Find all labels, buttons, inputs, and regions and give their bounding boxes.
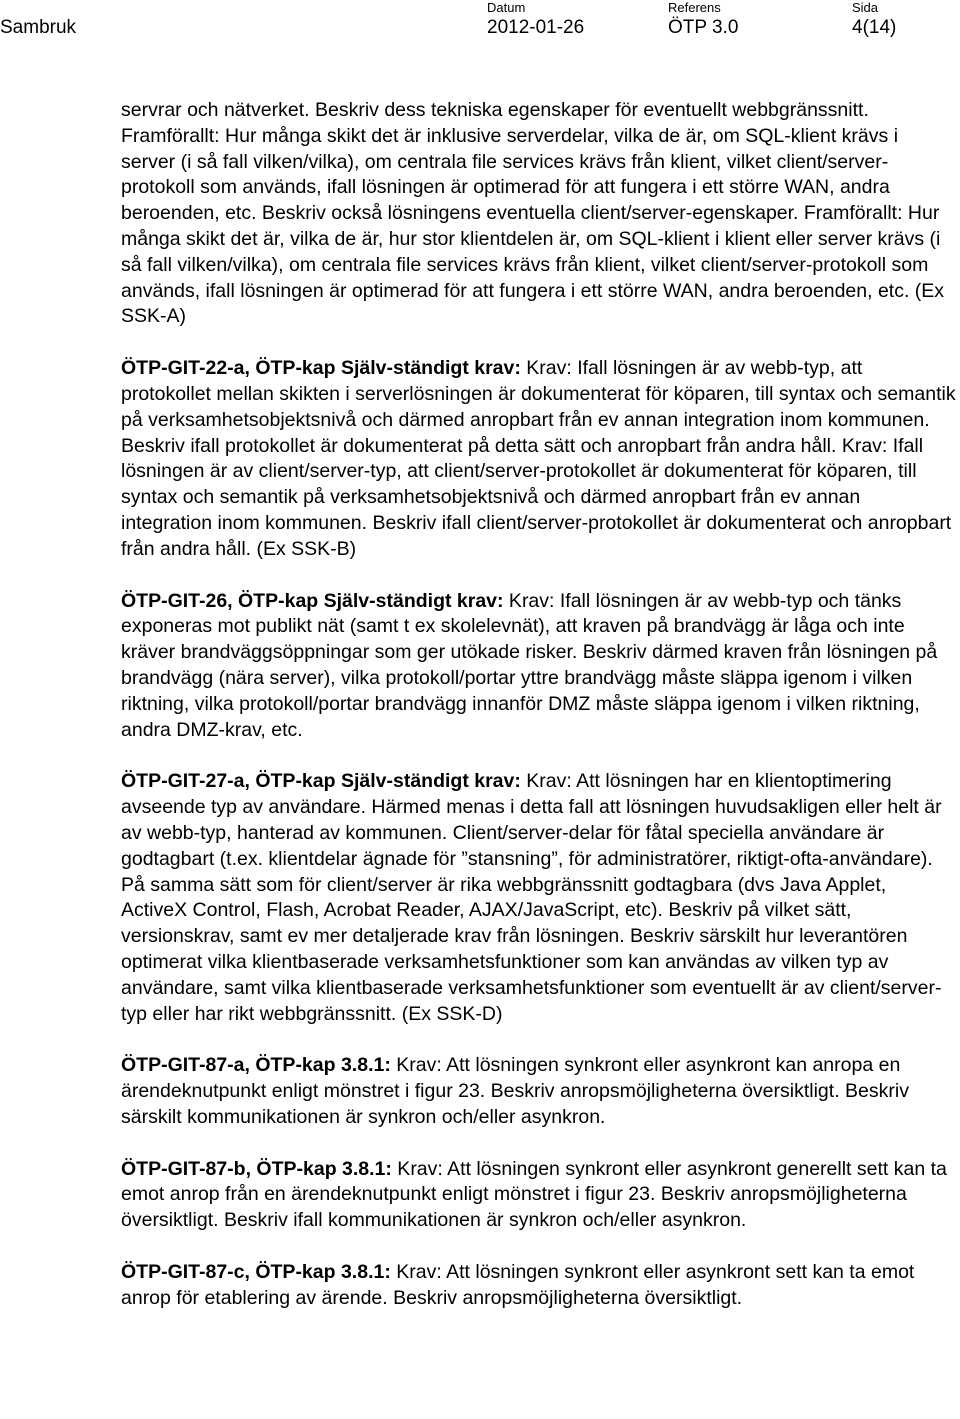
- date-label: Datum: [487, 0, 526, 15]
- page-number-field: [852, 0, 896, 39]
- requirement-git-27-a: [121, 769, 956, 1027]
- requirement-id: ÖTP-GIT-26, ÖTP-kap Själv-ständigt krav:: [121, 589, 504, 612]
- requirement-git-22-a: [121, 356, 956, 562]
- requirement-id: ÖTP-GIT-87-c, ÖTP-kap 3.8.1:: [121, 1261, 391, 1284]
- requirement-git-26: [121, 589, 956, 744]
- requirement-id: ÖTP-GIT-87-a, ÖTP-kap 3.8.1:: [121, 1054, 391, 1077]
- requirement-text: Krav: Att lösningen har en klientoptimering avseende typ av användare. Härmed menas i detta fall att lösningen huvudsakligen eller helt är av webb-typ, hanterad av kommunen. Client/server-delar för fåtal speciella användare är godtagbart (t.ex. klientdelar ägnade för ”stansning”, för administratörer, riktigt-ofta-användare). På samma sätt som för client/server är rika webbgränssnitt godtagbara (dvs Java Applet, ActiveX Control, Flash, Acrobat Reader, AJAX/JavaScript, etc). Beskriv på vilket sätt, versionskrav, samt ev mer detaljerade krav från lösningen. Beskriv särskilt hur leverantören optimerat vilka klientbaserade verksamhetsfunktioner som kan användas av vilken typ av användare, samt vilka klientbaserade verksamhetsfunktioner som eventuellt är av client/server-typ eller har rikt webbgränssnitt. (Ex SSK-D): [121, 770, 942, 1025]
- reference-field: [668, 0, 738, 39]
- organization-name: Sambruk: [0, 17, 77, 38]
- requirement-text: Krav: Att lösningen synkront eller asynkront kan anropa en ärendeknutpunkt enligt mönstret i figur 23. Beskriv anropsmöjligheterna översiktligt. Beskriv särskilt kommunikationen är synkron och/eller asynkron.: [121, 1054, 909, 1128]
- date-value: 2012-01-26: [487, 17, 585, 38]
- document-body: [121, 98, 956, 1312]
- page-label: Sida: [852, 0, 879, 15]
- requirement-id: ÖTP-GIT-22-a, ÖTP-kap Själv-ständigt krav:: [121, 357, 521, 380]
- requirement-text: Krav: Ifall lösningen är av webb-typ och tänks exponeras mot publikt nät (samt t ex skolelevnät), att kraven på brandvägg är låga och inte kräver brandväggsöppningar som ger utökade risker. Beskriv därmed kraven från lösningen på brandvägg (nära server), vilka protokoll/portar yttre brandvägg måste släppa igenom i vilken riktning, vilka protokoll/portar brandvägg innanför DMZ måste släppa igenom i vilken riktning, andra DMZ-krav, etc.: [121, 589, 938, 741]
- requirement-text: Krav: Att lösningen synkront eller asynkront generellt sett kan ta emot anrop från en ärendeknutpunkt enligt mönstret i figur 23. Beskriv anropsmöjligheterna översiktligt. Beskriv ifall kommunikationen är synkron och/eller asynkron.: [121, 1157, 947, 1232]
- requirement-git-87-c: [121, 1260, 956, 1312]
- page-number: 4(14): [852, 17, 897, 38]
- reference-label: Referens: [668, 0, 721, 15]
- date-field: [487, 0, 584, 39]
- requirement-id: ÖTP-GIT-27-a, ÖTP-kap Själv-ständigt krav:: [121, 770, 521, 793]
- requirement-git-87-a: [121, 1053, 956, 1130]
- paragraph-text: servrar och nätverket. Beskriv dess tekniska egenskaper för eventuellt webbgränssnitt. Framförallt: Hur många skikt det är inklusive serverdelar, vilka de är, om SQL-klient krävs i server (i så fall vilken/vilka), om centrala file services krävs från klient, vilket client/server-protokoll som används, ifall lösningen är optimerad för att fungera i ett större WAN, andra beroenden, etc. Beskriv också lösningens eventuella client/server-egenskaper. Framförallt: Hur många skikt det är, vilka de är, hur stor klientdelen är, om SQL-klient i klient eller server krävs (i så fall vilken/vilka), om centrala file services krävs från klient, vilket client/server-protokoll som används, ifall lösningen är optimerad för att fungera i ett större WAN, andra beroenden, etc. (Ex SSK-A): [121, 99, 945, 328]
- requirement-text: Krav: Att lösningen synkront eller asynkront sett kan ta emot anrop för etablering av ärende. Beskriv anropsmöjligheterna översiktligt.: [121, 1261, 915, 1309]
- requirement-text: Krav: Ifall lösningen är av webb-typ, att protokollet mellan skikten i serverlösningen är dokumenterat för köparen, till syntax och semantik på verksamhetsobjektsnivå och därmed anropbart från ev annan integration inom kommunen. Beskriv ifall protokollet är dokumenterat på detta sätt och anropbart från andra håll. Krav: Ifall lösningen är av client/server-typ, att client/server-protokollet är dokumenterat för köparen, till syntax och semantik på verksamhetsobjektsnivå och därmed anropbart från ev annan integration inom kommunen. Beskriv ifall client/server-protokollet är dokumenterat och anropbart från andra håll. (Ex SSK-B): [121, 357, 956, 560]
- requirement-id: ÖTP-GIT-87-b, ÖTP-kap 3.8.1:: [121, 1157, 392, 1180]
- reference-value: ÖTP 3.0: [668, 17, 739, 38]
- paragraph-continuation: [121, 98, 956, 330]
- requirement-git-87-b: [121, 1157, 956, 1234]
- page-header: [0, 0, 960, 60]
